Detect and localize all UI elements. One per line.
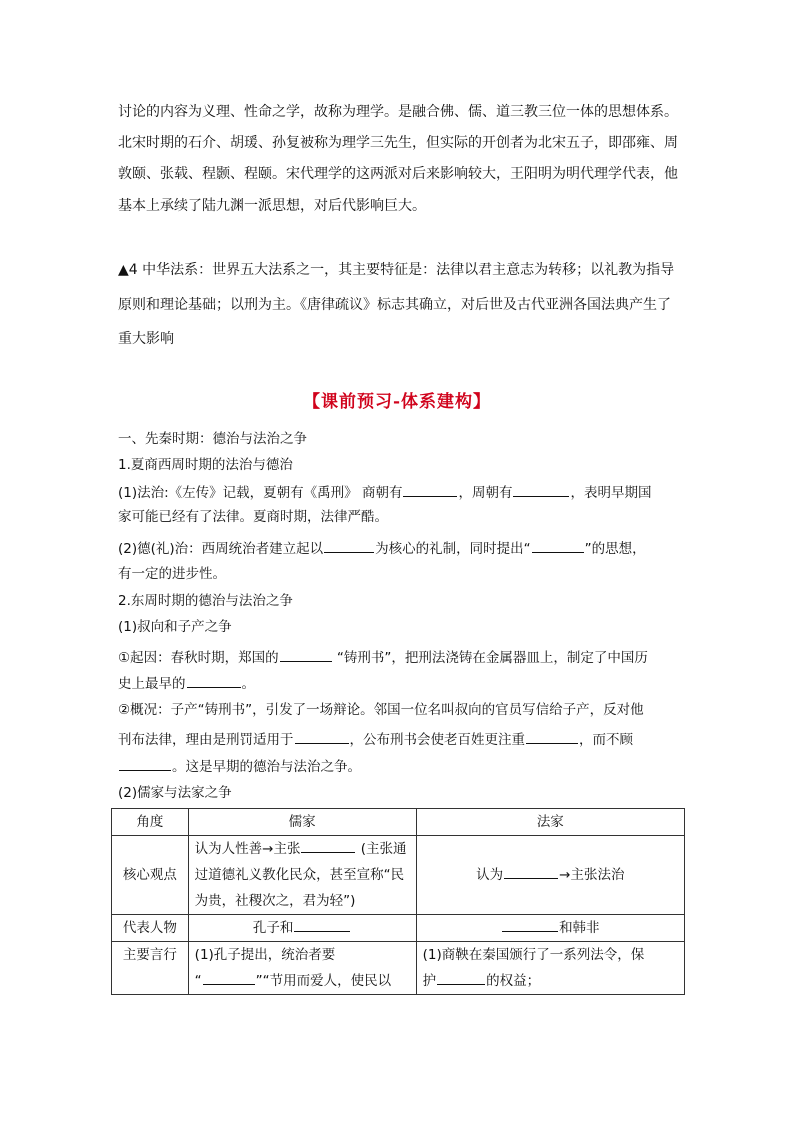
fill-blank[interactable] <box>504 864 558 879</box>
text: 为贵，社稷次之，君为轻”) <box>194 893 356 909</box>
fill-blank[interactable] <box>437 970 485 985</box>
header-cell: 儒家 <box>188 809 416 836</box>
header-cell: 法家 <box>416 809 684 836</box>
fill-blank[interactable] <box>532 538 584 553</box>
fill-blank[interactable] <box>295 729 349 744</box>
text: 孔子和 <box>252 920 294 936</box>
text: “铸刑书”，把刑法浇铸在金属器皿上，制定了中国历 <box>332 650 648 666</box>
fa-cell <box>416 915 684 942</box>
ru-cell <box>188 915 416 942</box>
text: 和韩非 <box>559 920 600 936</box>
text: (1)法治:《左传》记载，夏朝有《禹刑》 商朝有 <box>118 485 403 501</box>
table-row <box>112 942 685 995</box>
text: 认为 <box>476 867 504 883</box>
angle-cell: 代表人物 <box>112 915 189 942</box>
text: ，而不顾 <box>579 732 633 748</box>
sub-heading-2: (2)儒家与法家之争 <box>118 785 232 801</box>
ru-cell <box>188 836 416 915</box>
fill-blank[interactable] <box>280 647 332 662</box>
text: ”的思想， <box>584 541 646 557</box>
fill-blank[interactable] <box>324 538 374 553</box>
fazhi-line-2: 家可能已经有了法律。夏商时期，法律严酷。 <box>118 509 388 525</box>
angle-cell: 主要言行 <box>112 942 189 995</box>
gaikuang-line: ②概况：子产“铸刑书”，引发了一场辩论。邻国一位名叫叔向的官员写信给子产，反对他 <box>118 702 644 718</box>
text: 过道德礼义教化民众，甚至宣称“民 <box>194 867 405 883</box>
angle-cell: 核心观点 <box>112 836 189 915</box>
text-line: 基本上承续了陆九渊一派思想，对后代影响巨大。 <box>118 198 426 214</box>
fill-blank[interactable] <box>502 917 558 932</box>
dezhi-line <box>118 538 646 559</box>
fill-blank[interactable] <box>526 729 578 744</box>
section-title: 【课前预习-体系建构】 <box>302 392 492 412</box>
ru-cell <box>188 942 416 995</box>
fill-blank[interactable] <box>294 917 350 932</box>
text: (1)孔子提出，统治者要 <box>194 947 336 963</box>
fazhi-line <box>118 482 651 503</box>
sub-heading-1: (1)叔向和子产之争 <box>118 619 232 635</box>
text: 认为人性善→主张 <box>194 841 301 857</box>
table-row <box>112 915 685 942</box>
fill-blank[interactable] <box>187 673 241 688</box>
text: ”“节用而爱人，使民以 <box>255 973 392 989</box>
gaikuang-line-2 <box>118 729 633 750</box>
fill-blank[interactable] <box>203 970 255 985</box>
qiyin-line-2 <box>118 673 255 694</box>
text-line: 讨论的内容为义理、性命之学，故称为理学。是融合佛、儒、道三教三位一体的思想体系。 <box>118 104 678 120</box>
text: ，公布刑书会使老百姓更注重 <box>349 732 525 748</box>
text: 为核心的礼制，同时提出“ <box>375 541 531 557</box>
comparison-table <box>111 808 685 995</box>
fill-blank[interactable] <box>301 838 355 853</box>
table-row <box>112 836 685 915</box>
header-cell: 角度 <box>112 809 189 836</box>
text-line: 北宋时期的石介、胡瑗、孙复被称为理学三先生，但实际的开创者为北宋五子，即邵雍、周 <box>118 135 678 151</box>
dezhi-line-2: 有一定的进步性。 <box>118 566 226 582</box>
heading-1-1: 1.夏商西周时期的法治与德治 <box>118 457 293 473</box>
text: 的权益； <box>486 973 541 989</box>
text: (1)商鞅在秦国颁行了一系列法令，保 <box>422 947 645 963</box>
text-line: 重大影响 <box>118 331 174 347</box>
text: ，周朝有 <box>458 485 513 501</box>
gaikuang-line-3 <box>118 756 361 777</box>
heading-1: 一、先秦时期：德治与法治之争 <box>118 431 307 447</box>
text: 史上最早的 <box>118 676 186 692</box>
text: ，表明早期国 <box>570 485 652 501</box>
text: “ <box>194 973 202 989</box>
text-line: 原则和理论基础；以刑为主。《唐律疏议》标志其确立，对后世及古代亚洲各国法典产生了 <box>118 297 671 313</box>
text: 护 <box>422 973 437 989</box>
heading-1-2: 2.东周时期的德治与法治之争 <box>118 593 293 609</box>
text: (主张通 <box>356 841 407 857</box>
text: 刊布法律，理由是刑罚适用于 <box>118 732 294 748</box>
text-line: ▲4 中华法系：世界五大法系之一，其主要特征是：法律以君主意志为转移；以礼教为指导 <box>118 262 675 278</box>
qiyin-line <box>118 647 648 668</box>
fa-cell <box>416 942 684 995</box>
text: 。 <box>241 676 255 692</box>
fill-blank[interactable] <box>513 482 569 497</box>
table-header-row <box>112 809 685 836</box>
text: (2)德(礼)治：西周统治者建立起以 <box>118 541 324 557</box>
text-line: 敦颐、张载、程颢、程颐。宋代理学的这两派对后来影响较大，王阳明为明代理学代表，他 <box>118 166 678 182</box>
text: 。这是早期的德治与法治之争。 <box>172 759 361 775</box>
fill-blank[interactable] <box>119 756 171 771</box>
fa-cell <box>416 836 684 915</box>
fill-blank[interactable] <box>403 482 457 497</box>
text: ①起因：春秋时期，郑国的 <box>118 650 279 666</box>
text: →主张法治 <box>559 867 625 883</box>
